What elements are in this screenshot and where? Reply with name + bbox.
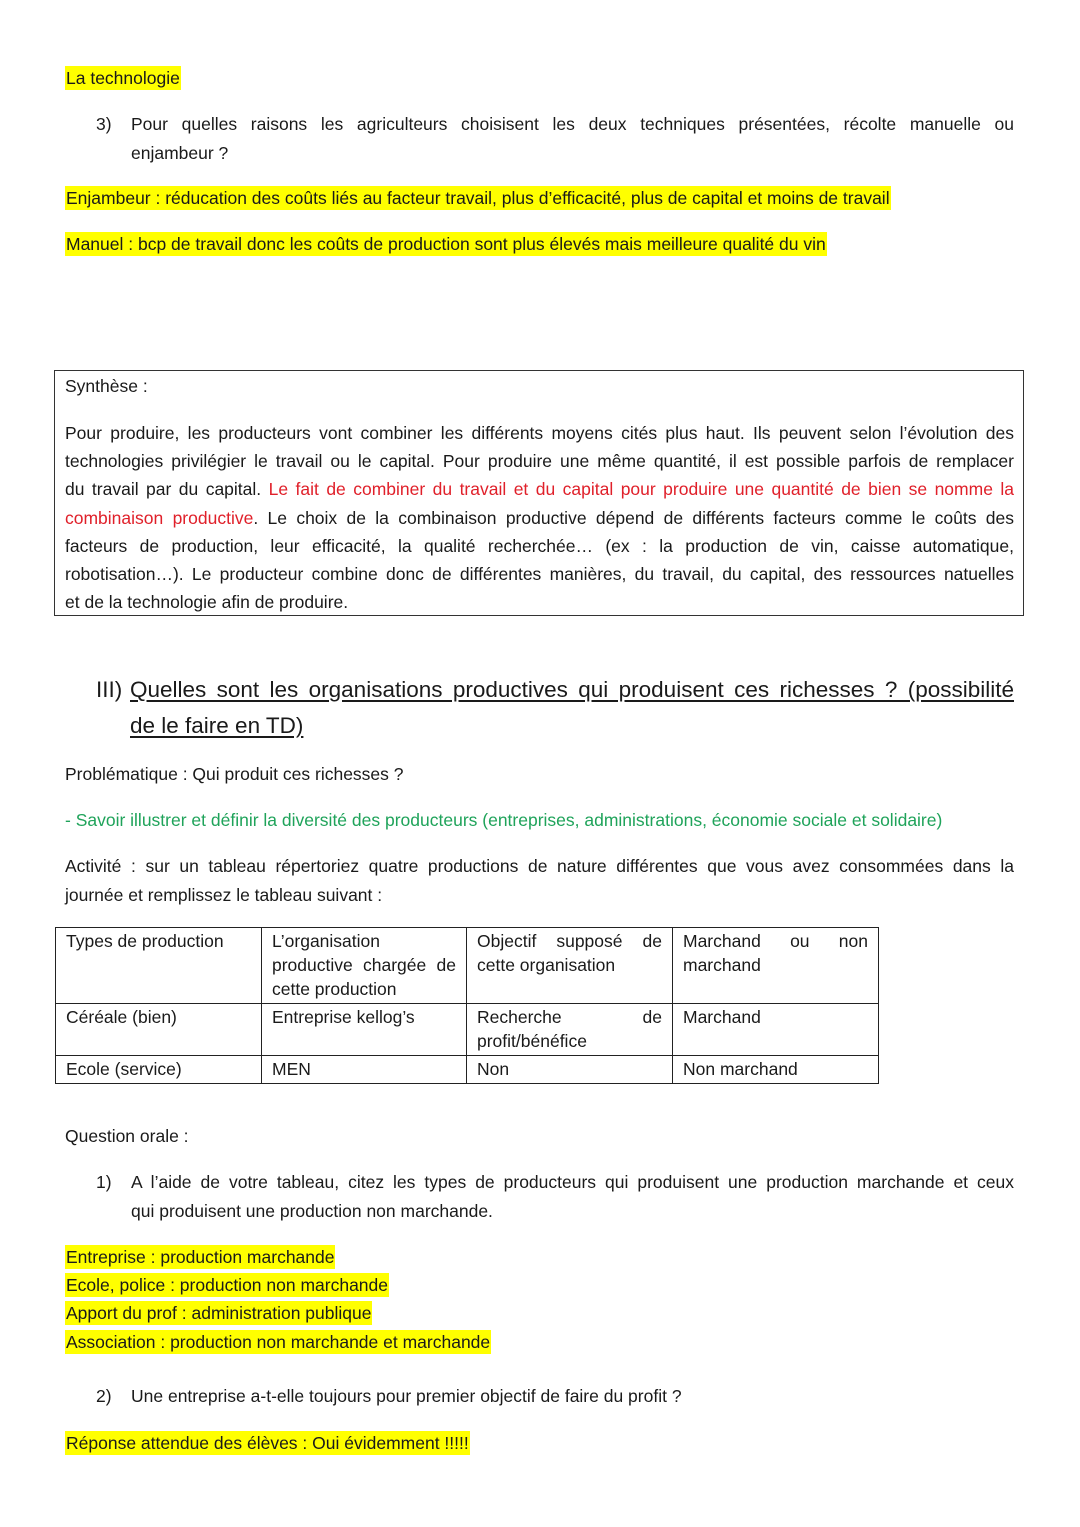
answer-enjambeur: Enjambeur : réducation des coûts liés au facteur travail, plus d’efficacité, plus de capital et moins de travail: [66, 188, 890, 208]
section-heading: [96, 672, 1014, 744]
question-number: 1): [96, 1172, 112, 1192]
question-text-line1: A l’aide de votre tableau, citez les types de producteurs qui produisent une production marchande et ceux: [131, 1172, 1014, 1192]
table-header-row: [56, 928, 879, 1004]
synthese-row: combinaison productive. Le choix de la combinaison productive dépend de différents facteurs comme le coûts des: [65, 507, 1014, 528]
production-table: [55, 927, 879, 1084]
answer-q2: Réponse attendue des élèves : Oui évidemment !!!!!: [66, 1433, 469, 1453]
synthese-title: Synthèse :: [65, 376, 148, 396]
cell-type: Céréale (bien): [56, 1004, 262, 1056]
cell-objectif: Non: [467, 1056, 673, 1084]
oral-question-title: Question orale :: [65, 1126, 189, 1146]
header-cell: Marchand ou non marchand: [673, 928, 879, 1004]
oral-answers: [65, 1243, 491, 1356]
question-3: [96, 110, 1014, 167]
cell-organisation: MEN: [262, 1056, 467, 1084]
question-text-line1: Pour quelles raisons les agriculteurs choisisent les deux techniques présentées, récolte manuelle ou: [131, 114, 1014, 134]
problematique: Problématique : Qui produit ces richesses ?: [65, 764, 404, 784]
section-title-line1: Quelles sont les organisations productives qui produisent ces richesses ? (possibilité: [130, 677, 1014, 702]
synthese-row: du travail par du capital. Le fait de combiner du travail et du capital pour produire une quantité de bien se nomme la: [65, 479, 1014, 500]
synthese-row: et de la technologie afin de produire.: [65, 592, 349, 613]
table-row: [56, 1056, 879, 1084]
cell-objectif: Recherche de profit/bénéfice: [467, 1004, 673, 1056]
header-cell: L’organisation productive chargée de cette production: [262, 928, 467, 1004]
activity-instructions: Activité : sur un tableau répertoriez quatre productions de nature différentes que vous avez consommées dans la journée et remplissez le tableau suivant :: [65, 856, 1014, 905]
header-cell: Types de production: [56, 928, 262, 1004]
synthese-row: Pour produire, les producteurs vont combiner les différents moyens cités plus haut. Ils peuvent selon l’évolution des: [65, 423, 1014, 443]
answer-technology: La technologie: [66, 68, 180, 88]
synthese-box: [54, 370, 1024, 616]
answer-item: Entreprise : production marchande: [66, 1247, 335, 1267]
question-text-line1: Une entreprise a-t-elle toujours pour premier objectif de faire du profit ?: [131, 1386, 682, 1406]
cell-organisation: Entreprise kellog’s: [262, 1004, 467, 1056]
answer-item: Association : production non marchande et marchande: [66, 1331, 491, 1352]
question-number: 3): [96, 114, 112, 134]
answer-item: Ecole, police : production non marchande: [66, 1275, 389, 1296]
cell-type: Ecole (service): [56, 1056, 262, 1084]
oral-question-2: [96, 1382, 1014, 1411]
answer-manuel: Manuel : bcp de travail donc les coûts de production sont plus élevés mais meilleure qualité du vin: [66, 234, 826, 254]
definition-term: combinaison productive: [65, 507, 254, 528]
question-number: 2): [96, 1386, 112, 1406]
synthese-row: technologies privilégier le travail ou le capital. Pour produire une même quantité, il est possible parfois de remplacer: [65, 451, 1014, 472]
table-row: [56, 1004, 879, 1056]
cell-marchand: Non marchand: [673, 1056, 879, 1084]
question-text-line2: qui produisent une production non marchande.: [131, 1200, 493, 1221]
section-number: III): [96, 677, 123, 702]
section-title-line2: de le faire en TD): [130, 713, 304, 738]
synthese-row: facteurs de production, leur efficacité, la qualité recherchée… (ex : la production de vin, caisse automatique,: [65, 535, 1014, 556]
answer-item: Apport du prof : administration publique: [66, 1303, 372, 1324]
cell-marchand: Marchand: [673, 1004, 879, 1056]
question-text-line2: enjambeur ?: [131, 142, 229, 163]
synthese-row: robotisation…). Le producteur combine donc de différentes manières, du travail, du capital, des ressources natuelles: [65, 564, 1014, 585]
oral-question-1: [96, 1168, 1014, 1225]
synthese-paragraph: [65, 419, 1014, 616]
definition-text: Le fait de combiner du travail et du capital pour produire une quantité de bien se nomme la: [268, 479, 1014, 500]
header-cell: Objectif supposé de cette organisation: [467, 928, 673, 1004]
learning-objective: - Savoir illustrer et définir la diversité des producteurs (entreprises, administrations, économie sociale et solidaire): [65, 810, 943, 830]
